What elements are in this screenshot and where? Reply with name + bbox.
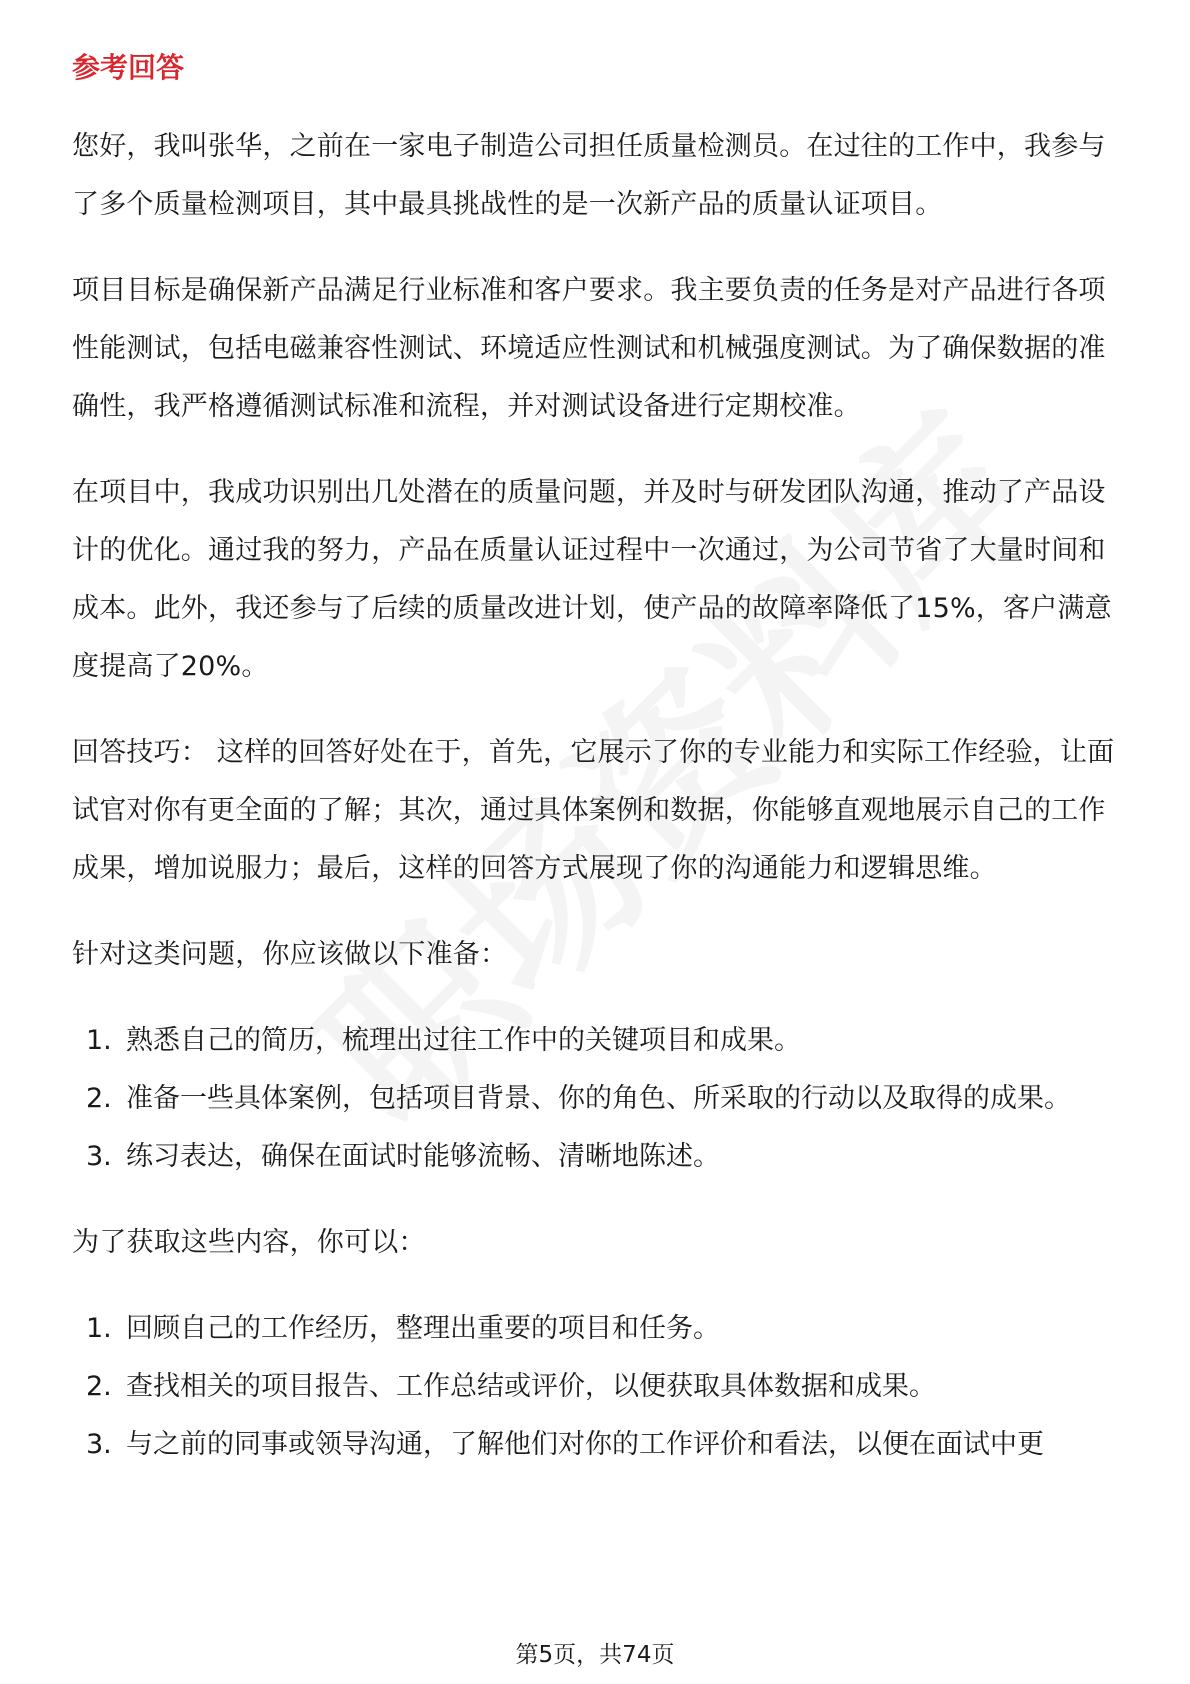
list-item [72, 1128, 1122, 1186]
list-item [72, 1300, 1122, 1358]
list-text: 查找相关的项目报告、工作总结或评价，以便获取具体数据和成果。 [126, 1371, 936, 1402]
list-text: 练习表达，确保在面试时能够流畅、清晰地陈述。 [126, 1141, 720, 1172]
list-item [72, 1012, 1122, 1070]
list-number: 3. [86, 1141, 112, 1172]
list-item [72, 1416, 1122, 1474]
obtain-list [72, 1300, 1122, 1474]
paragraph-goal: 项目目标是确保新产品满足行业标准和客户要求。我主要负责的任务是对产品进行各项性能测试，包括电磁兼容性测试、环境适应性测试和机械强度测试。为了确保数据的准确性，我严格遵循测试标准和流程，并对测试设备进行定期校准。 [72, 275, 1106, 422]
page-footer: 第5页，共74页 [515, 1642, 675, 1668]
list-item [72, 1358, 1122, 1416]
paragraph-obtain-intro: 为了获取这些内容，你可以： [72, 1227, 426, 1258]
list-number: 2. [86, 1083, 112, 1114]
list-number: 1. [86, 1313, 112, 1344]
paragraph-intro: 您好，我叫张华，之前在一家电子制造公司担任质量检测员。在过往的工作中，我参与了多个质量检测项目，其中最具挑战性的是一次新产品的质量认证项目。 [72, 131, 1106, 220]
list-text: 回顾自己的工作经历，整理出重要的项目和任务。 [126, 1313, 720, 1344]
prep-list [72, 1012, 1122, 1186]
list-number: 3. [86, 1429, 112, 1460]
paragraph-prep-intro: 针对这类问题，你应该做以下准备： [72, 939, 508, 970]
page-content [72, 48, 1122, 1502]
list-text: 熟悉自己的简历，梳理出过往工作中的关键项目和成果。 [126, 1025, 801, 1056]
list-text: 与之前的同事或领导沟通，了解他们对你的工作评价和看法，以便在面试中更 [126, 1429, 1044, 1460]
section-heading: 参考回答 [72, 51, 185, 84]
list-number: 1. [86, 1025, 112, 1056]
list-number: 2. [86, 1371, 112, 1402]
paragraph-result: 在项目中，我成功识别出几处潜在的质量问题，并及时与研发团队沟通，推动了产品设计的优化。通过我的努力，产品在质量认证过程中一次通过，为公司节省了大量时间和成本。此外，我还参与了后续的质量改进计划，使产品的故障率降低了15%，客户满意度提高了20%。 [72, 477, 1112, 682]
list-text: 准备一些具体案例，包括项目背景、你的角色、所采取的行动以及取得的成果。 [126, 1083, 1071, 1114]
paragraph-tips: 回答技巧： 这样的回答好处在于，首先，它展示了你的专业能力和实际工作经验，让面试官对你有更全面的了解；其次，通过具体案例和数据，你能够直观地展示自己的工作成果，增加说服力；最后，这样的回答方式展现了你的沟通能力和逻辑思维。 [72, 737, 1115, 884]
list-item [72, 1070, 1122, 1128]
